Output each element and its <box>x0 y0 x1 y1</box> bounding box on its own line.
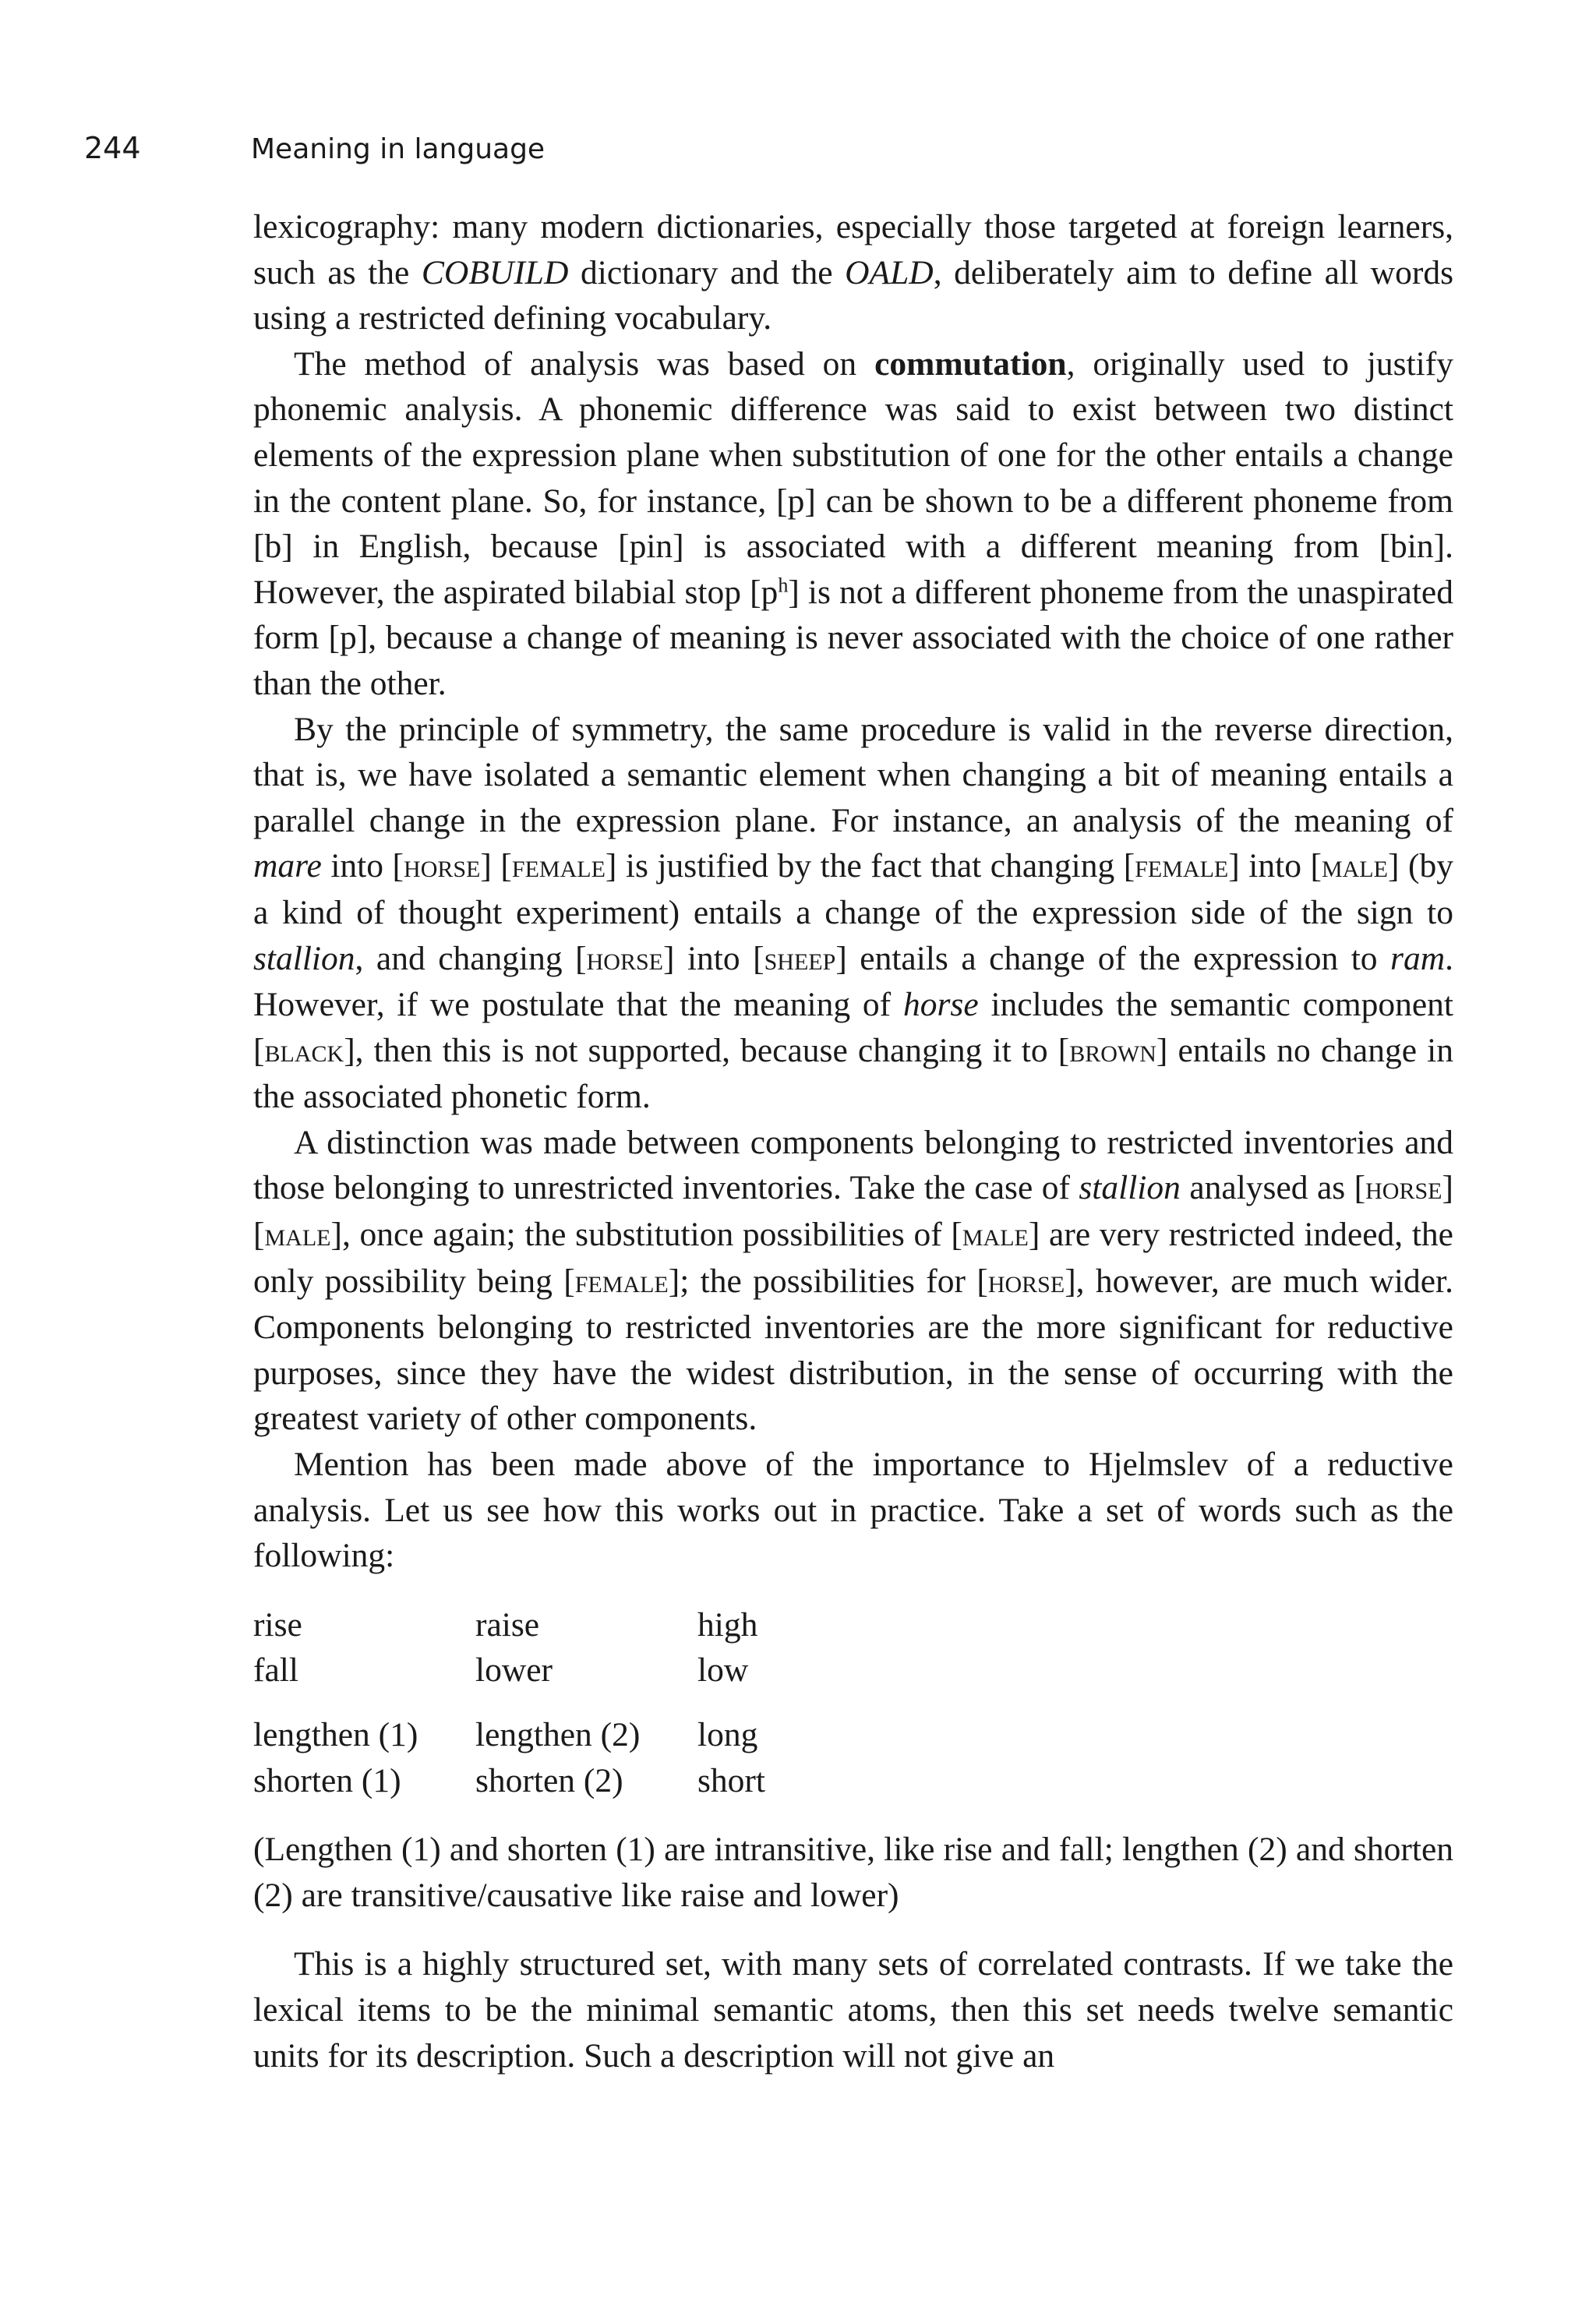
table-cell: short <box>697 1761 765 1799</box>
table-row <box>253 1758 765 1804</box>
table-row <box>253 1647 765 1693</box>
styled-run: mare <box>253 847 322 885</box>
semantic-component: horse <box>404 848 481 885</box>
styled-run: horse <box>902 986 979 1024</box>
semantic-component: sheep <box>764 940 836 977</box>
semantic-component: horse <box>1365 1170 1442 1207</box>
table-note: (Lengthen (1) and shorten (1) are intransitive, like rise and fall; lengthen (2) and shorten (2) are transitive/causative like raise and lower) <box>253 1831 1453 1914</box>
semantic-component: female <box>1135 848 1229 885</box>
table-cell: shorten (2) <box>475 1761 623 1799</box>
semantic-component: male <box>962 1217 1029 1254</box>
paragraph-5: Mention has been made above of the importance to Hjelmslev of a reductive analysis. Let us see how this works out in practice. Take a set of words such as the following: <box>253 1446 1453 1575</box>
styled-run: OALD <box>845 253 934 291</box>
paragraph-3: By the principle of symmetry, the same procedure is valid in the reverse direction, that is, we have isolated a semantic element when changing a bit of meaning entails a parallel change in the expression plane. For instance, an analysis of the meaning of mare into [horse] [female] is justified by the fact that changing [female] into [male] (by a kind of thought experiment) entails a change of the expression side of the sign to stallion, and changing [horse] into [sheep] entails a change of the expression to ram. However, if we postulate that the meaning of horse includes the semantic component [black], then this is not supported, because changing it to [brown] entails no change in the associated phonetic form. <box>253 710 1453 1116</box>
body-text <box>253 204 1453 2078</box>
table-cell: raise <box>475 1605 540 1644</box>
running-head-title: Meaning in language <box>251 133 546 165</box>
semantic-component: female <box>511 848 606 885</box>
semantic-component: male <box>264 1217 331 1254</box>
paragraph-2: The method of analysis was based on commutation, originally used to justify phonemic analysis. A phonemic difference was said to exist between two distinct elements of the expression plane when substitution of one for the other entails a change in the content plane. So, for instance, [p] can be shown to be a different phoneme from [b] in English, because [pin] is associated with a different meaning from [bin]. However, the aspirated bilabial stop $[p^h]$ is not a different phoneme from the unaspirated form [p], because a change of meaning is never associated with the choice of one rather than the other. <box>253 344 1453 702</box>
semantic-component: horse <box>987 1263 1065 1300</box>
table-row <box>253 1712 765 1758</box>
table-cell: fall <box>253 1651 298 1690</box>
styled-run: commutation <box>874 344 1067 383</box>
table-cell: lengthen (2) <box>475 1716 641 1753</box>
table-cell: low <box>697 1651 749 1690</box>
styled-run: COBUILD <box>421 253 569 291</box>
table-cell: lengthen (1) <box>253 1716 418 1753</box>
semantic-component: horse <box>586 940 663 977</box>
semantic-component: black <box>264 1032 344 1069</box>
styled-run: h <box>778 574 789 597</box>
table-cell: rise <box>253 1605 302 1644</box>
table-cell: shorten (1) <box>253 1761 401 1799</box>
table-spacer-row <box>253 1693 765 1712</box>
paragraph-1: lexicography: many modern dictionaries, especially those targeted at foreign learners, such as the COBUILD dictionary and the OALD, deliberately aim to define all words using a restricted defining vocabulary. <box>253 208 1453 337</box>
paragraph-4: A distinction was made between components belonging to restricted inventories and those belonging to unrestricted inventories. Take the case of stallion analysed as [horse] [male], once again; the substitution possibilities of [male] are very restricted indeed, the only possibility being [female]; the possibilities for [horse], however, are much wider. Components belonging to restricted inventories are the more significant for reductive purposes, since they have the widest distribution, in the sense of occurring with the greatest variety of other components. <box>253 1123 1454 1438</box>
styled-run: stallion <box>253 939 355 977</box>
table-cell: lower <box>475 1651 553 1690</box>
styled-run: stallion <box>1079 1169 1181 1207</box>
paragraph-6: This is a highly structured set, with many sets of correlated contrasts. If we take the lexical items to be the minimal semantic atoms, then this set needs twelve semantic units for its description. Such a description will not give an <box>253 1945 1453 2075</box>
semantic-component: brown <box>1069 1032 1156 1069</box>
semantic-component: female <box>574 1263 669 1300</box>
table-cell: high <box>697 1605 758 1644</box>
page-number: 244 <box>84 131 141 165</box>
running-head <box>84 131 545 167</box>
semantic-component: male <box>1321 848 1388 885</box>
table-row <box>253 1602 765 1648</box>
table-cell: long <box>697 1716 758 1753</box>
word-set-table <box>253 1602 765 1803</box>
styled-run: ram <box>1390 939 1446 977</box>
